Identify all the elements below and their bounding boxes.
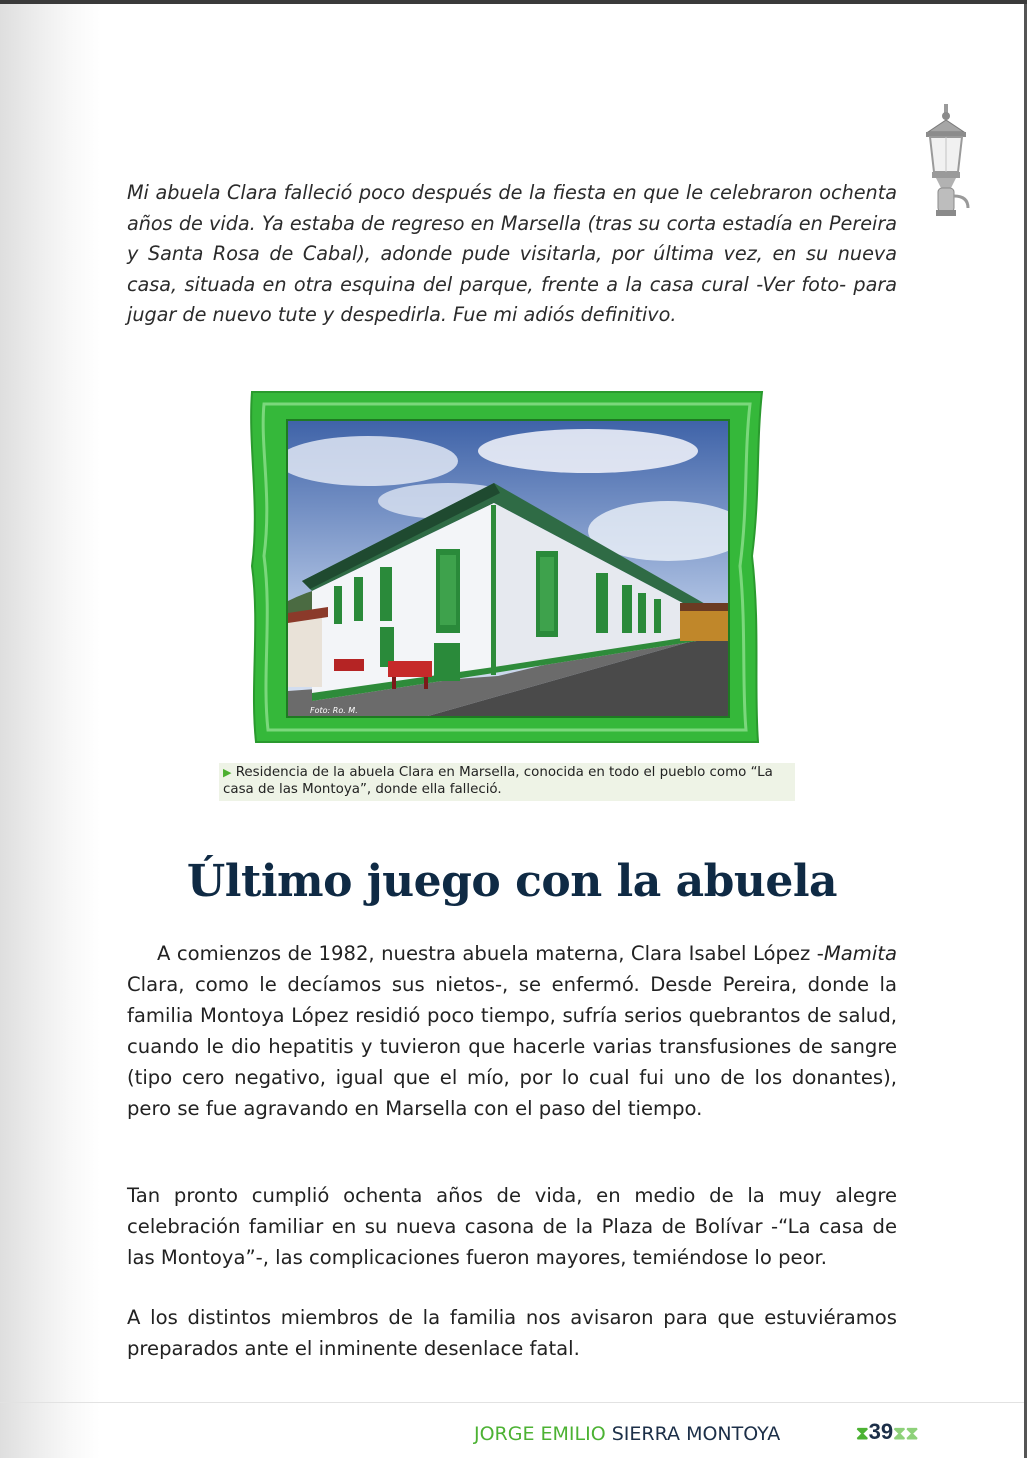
paragraph-1: A comienzos de 1982, nuestra abuela materna, Clara Isabel López -Mamita Clara, como le decíamos sus nietos-, se enfermó. Desde Pereira, donde la familia Montoya López residió poco tiempo, sufría serios quebrantos de salud, cuando le dio hepatitis y tuvieron que hacerle varias transfusiones de sangre (tipo cero negativo, igual que el mío, por lo cual fui uno de los donantes), pero se fue agravando en Marsella con el paso del tiempo. (127, 942, 897, 1120)
author-first-name: JORGE EMILIO (474, 1423, 606, 1445)
hourglass-right-icon: ⧗ (893, 1423, 906, 1443)
caption-marker-icon: ▶ (223, 766, 232, 779)
footer-author (474, 1420, 780, 1448)
mamita-emphasis: Mamita (823, 942, 897, 965)
paragraph-2: Tan pronto cumplió ochenta años de vida, en medio de la muy alegre celebración familiar en su nueva casona de la Plaza de Bolívar -“La casa de las Montoya”-, las complicaciones fueron mayores, temiéndose lo peor. (127, 1184, 897, 1269)
hourglass-left-icon: ⧗ (856, 1423, 869, 1443)
street-lamp-icon (918, 104, 974, 224)
intro-paragraph: Mi abuela Clara falleció poco después de la fiesta en que le celebraron ochenta años de vida. Ya estaba de regreso en Marsella (tras su corta estadía en Pereira y Santa Rosa de Cabal), adonde pude visitarla, por última vez, en su nueva casa, situada en otra esquina del parque, frente a la casa cural -Ver foto- para jugar de nuevo tute y despedirla. Fue mi adiós definitivo. (127, 181, 897, 326)
page-spine-shadow (0, 4, 100, 1458)
house-photo (288, 421, 728, 716)
footer-divider (0, 1402, 1024, 1403)
photo-caption (219, 763, 795, 801)
section-title: Último juego con la abuela (186, 856, 838, 907)
author-last-name: SIERRA MONTOYA (611, 1423, 781, 1445)
page-number (856, 1416, 918, 1448)
top-border (0, 0, 1027, 4)
paragraph-3: A los distintos miembros de la familia nos avisaron para que estuviéramos preparados ante el inminente desenlace fatal. (127, 1306, 897, 1360)
hourglass-right-icon-2: ⧗ (905, 1423, 919, 1443)
page-number-value: 39 (868, 1419, 894, 1444)
caption-text: Residencia de la abuela Clara en Marsella, conocida en todo el pueblo como “La casa de las Montoya”, donde ella falleció. (223, 765, 773, 797)
photo-signature: Foto: Ro. M. (310, 706, 358, 715)
